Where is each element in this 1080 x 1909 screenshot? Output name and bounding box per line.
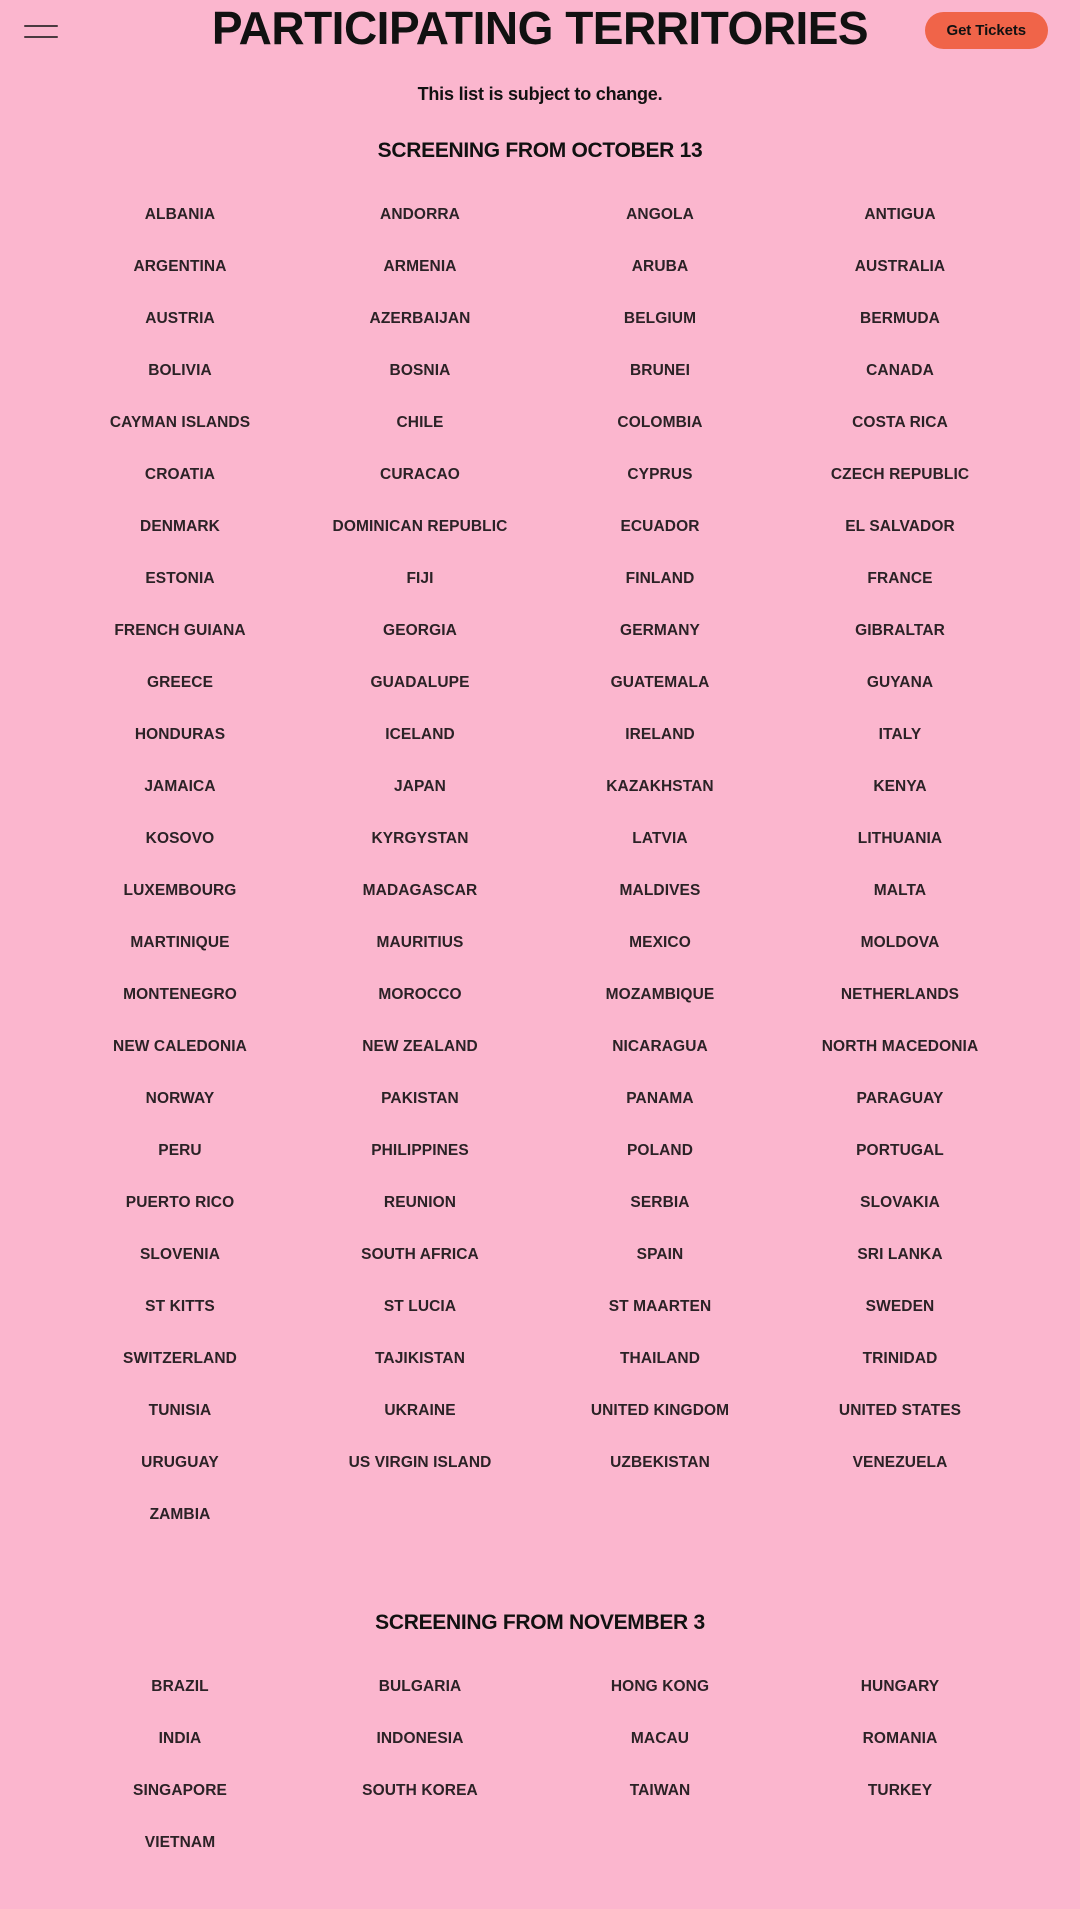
territory-item: BELGIUM (623, 310, 697, 327)
territory-item: BOLIVIA (148, 362, 212, 379)
territory-item: PERU (158, 1142, 202, 1159)
territory-item: SWITZERLAND (123, 1350, 237, 1367)
territory-item: PAKISTAN (381, 1090, 459, 1107)
page-header (0, 0, 1080, 62)
territory-item: HONDURAS (134, 726, 226, 743)
territory-item: UNITED KINGDOM (590, 1402, 730, 1419)
territory-item: ANGOLA (626, 206, 694, 223)
territory-item: ZAMBIA (149, 1506, 211, 1523)
territory-item: SOUTH AFRICA (361, 1246, 479, 1263)
territory-item: COLOMBIA (617, 414, 703, 431)
territory-item: AUSTRALIA (854, 258, 946, 275)
territory-item: ST MAARTEN (608, 1298, 712, 1315)
territory-item: LATVIA (632, 830, 688, 847)
territory-item: GEORGIA (383, 622, 457, 639)
territory-item: SLOVAKIA (860, 1194, 940, 1211)
territory-item: COSTA RICA (852, 414, 948, 431)
territory-item: ESTONIA (145, 570, 215, 587)
territory-item: EL SALVADOR (845, 518, 955, 535)
territory-item: ITALY (878, 726, 922, 743)
territory-item: NEW CALEDONIA (113, 1038, 247, 1055)
territory-item: NEW ZEALAND (362, 1038, 478, 1055)
territory-item: CHILE (396, 414, 444, 431)
territory-item: NORTH MACEDONIA (821, 1038, 979, 1055)
territory-item: FRANCE (867, 570, 933, 587)
territory-item: AZERBAIJAN (369, 310, 471, 327)
territory-item: PUERTO RICO (125, 1194, 235, 1211)
territory-item: DENMARK (140, 518, 220, 535)
territory-item: IRELAND (625, 726, 695, 743)
territory-item: ECUADOR (620, 518, 700, 535)
territory-item: KOSOVO (145, 830, 215, 847)
territory-item: ST KITTS (145, 1298, 215, 1315)
territory-item: SERBIA (630, 1194, 690, 1211)
territory-item: ANTIGUA (864, 206, 936, 223)
territory-item: PARAGUAY (856, 1090, 944, 1107)
territory-item: TRINIDAD (862, 1350, 938, 1367)
page-title: PARTICIPATING TERRITORIES (211, 2, 869, 54)
territory-item: UZBEKISTAN (610, 1454, 710, 1471)
territory-item: MONTENEGRO (123, 986, 237, 1003)
territory-item: CROATIA (144, 466, 216, 483)
territory-item: ROMANIA (862, 1730, 938, 1747)
territory-item: US VIRGIN ISLAND (348, 1454, 492, 1471)
territory-item: ICELAND (385, 726, 455, 743)
territory-item: NETHERLANDS (840, 986, 960, 1003)
territory-item: KAZAKHSTAN (606, 778, 714, 795)
territory-item: AUSTRIA (145, 310, 215, 327)
territory-item: INDONESIA (376, 1730, 464, 1747)
territory-item: BOSNIA (389, 362, 451, 379)
territory-item: VIETNAM (144, 1834, 216, 1851)
territory-item: PANAMA (626, 1090, 694, 1107)
territory-item: TAJIKISTAN (375, 1350, 465, 1367)
territory-item: GREECE (146, 674, 214, 691)
territory-item: MOLDOVA (860, 934, 940, 951)
get-tickets-button[interactable]: Get Tickets (925, 12, 1049, 49)
territory-item: NORWAY (145, 1090, 215, 1107)
territory-item: SPAIN (636, 1246, 684, 1263)
territory-item: PHILIPPINES (371, 1142, 469, 1159)
territory-item: SWEDEN (865, 1298, 935, 1315)
territory-sections (0, 139, 1080, 1869)
territory-item: VENEZUELA (852, 1454, 948, 1471)
territory-item: BRUNEI (629, 362, 691, 379)
bottom-spacer (0, 1869, 1080, 1909)
territory-item: ST LUCIA (383, 1298, 457, 1315)
territory-item: MALTA (873, 882, 927, 899)
territory-item: TAIWAN (629, 1782, 691, 1799)
section-spacer (0, 1541, 1080, 1577)
territory-item: PORTUGAL (856, 1142, 944, 1159)
territory-item: REUNION (383, 1194, 457, 1211)
territory-item: GERMANY (620, 622, 700, 639)
territory-item: ARMENIA (383, 258, 457, 275)
territory-item: MEXICO (629, 934, 691, 951)
territory-item: FRENCH GUIANA (114, 622, 246, 639)
territory-item: CURACAO (380, 466, 460, 483)
territory-item: JAPAN (394, 778, 446, 795)
territory-item: UNITED STATES (838, 1402, 962, 1419)
territory-item: DOMINICAN REPUBLIC (332, 518, 508, 535)
territory-item: TURKEY (867, 1782, 933, 1799)
territory-grid (0, 189, 1080, 1541)
territory-grid (0, 1661, 1080, 1869)
territory-item: SOUTH KOREA (362, 1782, 478, 1799)
territory-item: NICARAGUA (612, 1038, 708, 1055)
territory-item: SRI LANKA (857, 1246, 943, 1263)
territory-item: INDIA (158, 1730, 202, 1747)
territory-item: MALDIVES (619, 882, 701, 899)
territory-item: LITHUANIA (857, 830, 943, 847)
territory-item: HUNGARY (860, 1678, 940, 1695)
territory-item: TUNISIA (148, 1402, 212, 1419)
territory-item: MARTINIQUE (130, 934, 230, 951)
section-heading: SCREENING FROM OCTOBER 13 (377, 139, 703, 162)
territory-item: THAILAND (619, 1350, 700, 1367)
territory-item: JAMAICA (144, 778, 216, 795)
territory-item: MADAGASCAR (362, 882, 478, 899)
territory-item: BRAZIL (151, 1678, 209, 1695)
territory-item: ANDORRA (380, 206, 460, 223)
territory-item: CZECH REPUBLIC (830, 466, 970, 483)
territory-item: GUYANA (866, 674, 934, 691)
territory-item: SINGAPORE (133, 1782, 227, 1799)
territory-item: MOROCCO (378, 986, 462, 1003)
territory-item: GUADALUPE (370, 674, 470, 691)
territory-item: ARUBA (631, 258, 689, 275)
territory-item: SLOVENIA (139, 1246, 221, 1263)
territory-item: CANADA (866, 362, 934, 379)
territory-item: GUATEMALA (610, 674, 710, 691)
territory-item: POLAND (626, 1142, 694, 1159)
territory-item: BULGARIA (378, 1678, 462, 1695)
subtitle-note: This list is subject to change. (417, 84, 663, 104)
territory-item: CAYMAN ISLANDS (109, 414, 251, 431)
territory-item: MOZAMBIQUE (605, 986, 715, 1003)
territory-item: LUXEMBOURG (123, 882, 237, 899)
territory-item: HONG KONG (610, 1678, 710, 1695)
territory-item: ALBANIA (144, 206, 216, 223)
territory-item: ARGENTINA (133, 258, 227, 275)
territory-item: KYRGYSTAN (371, 830, 469, 847)
territory-item: MACAU (630, 1730, 690, 1747)
territory-item: BERMUDA (860, 310, 940, 327)
territory-item: KENYA (873, 778, 927, 795)
territory-item: MAURITIUS (376, 934, 464, 951)
territory-item: URUGUAY (141, 1454, 219, 1471)
territory-item: CYPRUS (627, 466, 693, 483)
section-heading: SCREENING FROM NOVEMBER 3 (375, 1611, 705, 1634)
territory-item: FINLAND (625, 570, 695, 587)
territory-item: UKRAINE (384, 1402, 456, 1419)
territory-item: FIJI (406, 570, 434, 587)
territory-item: GIBRALTAR (855, 622, 945, 639)
